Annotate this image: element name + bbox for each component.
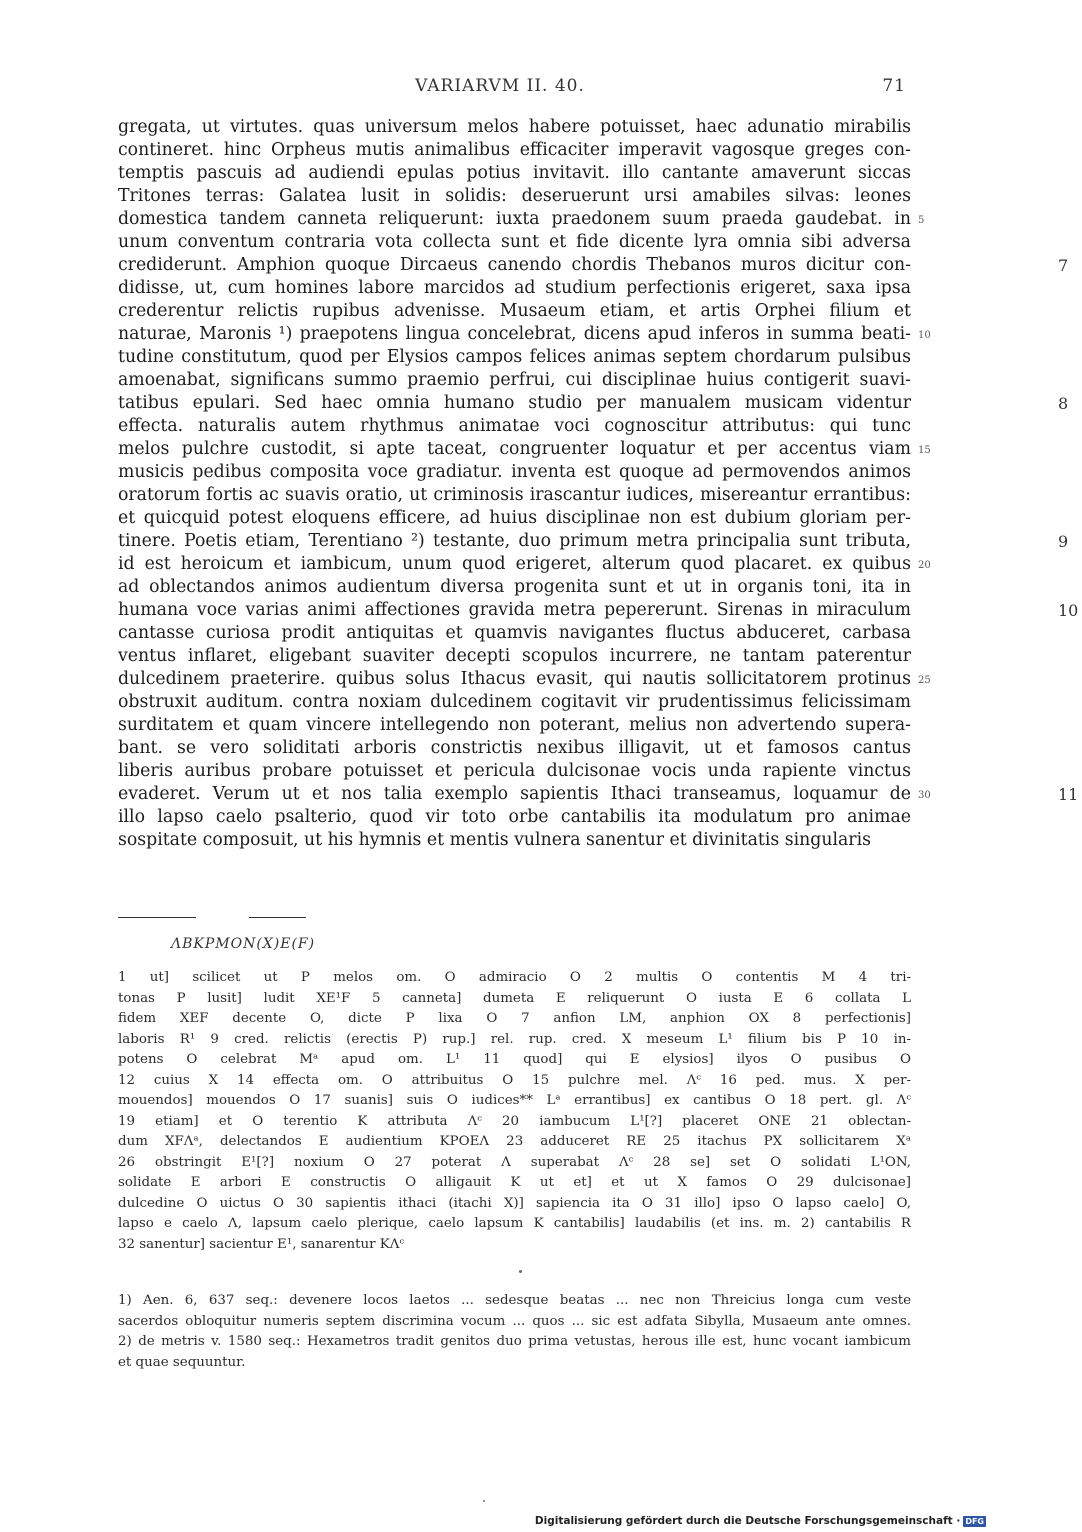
text-line xyxy=(118,576,911,599)
page-number: 71 xyxy=(882,76,906,96)
footnote-line: 2) de metris v. 1580 seq.: Hexametros tradit genitos duo prima vetustas, herous ille est, hunc vocant iambicum xyxy=(118,1334,911,1349)
apparatus-line: 26 obstringit E¹[?] noxium O 27 poterat Λ superabat Λᶜ 28 se] set O solidati L¹ON, xyxy=(118,1154,911,1170)
line-text: didisse, ut, cum homines labore marcidos ad studium perfectionis erigeret, saxa ipsa xyxy=(118,278,911,298)
line-text: dulcedinem praeterire. quibus solus Ithacus evasit, qui nautis sollicitatorem protinus xyxy=(118,669,911,689)
text-line xyxy=(118,392,1069,415)
apparatus-line: mouendos] mouendos O 17 suanis] suis O iudices** Lᵃ errantibus] ex cantibus O 18 pert. gl. Λᶜ xyxy=(118,1093,911,1108)
line-text: id est heroicum et iambicum, unum quod erigeret, alterum quod placaret. ex quibus xyxy=(118,554,911,574)
text-line xyxy=(118,438,931,461)
line-text: effecta. naturalis autem rhythmus animatae voci cognoscitur attributus: qui tunc xyxy=(118,416,911,436)
line-text: illo lapso caelo psalterio, quod vir toto orbe cantabilis ita modulatum pro animae xyxy=(118,807,911,827)
line-text: bant. se vero soliditati arboris constrictis nexibus illigavit, ut et famosos cantus xyxy=(118,738,911,758)
text-line xyxy=(118,806,911,829)
section-number: 11 xyxy=(1058,785,1079,804)
line-text: musicis pedibus composita voce gradiatur. inventa est quoque ad permovendos animos xyxy=(118,462,911,482)
text-line xyxy=(118,139,911,162)
footer-text: Digitalisierung gefördert durch die Deutsche Forschungsgemeinschaft · xyxy=(534,1515,961,1527)
apparatus-line: dum XFΛᵃ, delectandos E audientium KPOEΛ 23 adduceret RE 25 itachus PX sollicitarem Xᵃ xyxy=(118,1134,911,1149)
line-text: Tritones terras: Galatea lusit in solidis: deseruerunt ursi amabiles silvas: leones xyxy=(118,186,911,206)
text-line xyxy=(118,369,911,392)
line-text: temptis pascuis ad audiendi epulas potius invitavit. illo cantante amaverunt siccas xyxy=(118,163,911,183)
scan-speck xyxy=(483,1500,485,1502)
text-line xyxy=(118,484,911,507)
text-line xyxy=(118,668,931,691)
text-line xyxy=(118,599,1079,622)
manuscript-sigla: ΛBKPMON(X)E(F) xyxy=(171,936,316,952)
section-number: 10 xyxy=(1058,601,1079,620)
line-text: liberis auribus probare potuisset et pericula dulcisonae vocis unda rapiente vinctus xyxy=(118,761,911,781)
separator-dot xyxy=(519,1270,522,1273)
line-text: ad oblectandos animos audientum diversa progenita sunt et ut in organis toni, ita in xyxy=(118,577,911,597)
line-text: sospitate composuit, ut his hymnis et mentis vulnera sanentur et divinitatis singularis xyxy=(118,830,871,850)
line-text: naturae, Maronis ¹) praepotens lingua concelebrat, dicens apud inferos in summa beati- xyxy=(118,324,911,344)
text-line xyxy=(118,208,925,231)
text-line xyxy=(118,415,911,438)
text-line xyxy=(118,760,911,783)
line-text: contineret. hinc Orpheus mutis animalibus efficaciter imperavit vagosque greges con- xyxy=(118,140,911,160)
line-text: unum conventum contraria vota collecta sunt et fide dicente lyra omnia sibi adversa xyxy=(118,232,911,252)
separator-rule-right xyxy=(249,917,306,918)
footnote-line: 1) Aen. 6, 637 seq.: devenere locos laetos ... sedesque beatas ... nec non Threicius longa cum veste xyxy=(118,1293,911,1308)
critical-apparatus xyxy=(118,968,911,1255)
line-text: melos pulchre custodit, si apte taceat, congruenter loquatur et per accentus viam xyxy=(118,439,911,459)
apparatus-line: 19 etiam] et O terentio K attributa Λᶜ 20 iambucum L¹[?] placeret ONE 21 oblectan- xyxy=(118,1113,911,1129)
text-line xyxy=(118,300,911,323)
text-line xyxy=(118,254,1069,277)
line-text: obstruxit auditum. contra noxiam dulcedinem cogitavit vir prudentissimus felicissimam xyxy=(118,692,911,712)
text-line xyxy=(118,162,911,185)
line-text: tinere. Poetis etiam, Terentiano ²) testante, duo primum metra principalia sunt tributa, xyxy=(118,531,911,551)
line-text: domestica tandem canneta reliquerunt: iuxta praedonem suum praeda gaudebat. in xyxy=(118,209,911,229)
text-line xyxy=(118,346,911,369)
line-number: 10 xyxy=(918,330,931,341)
apparatus-line: 1 ut] scilicet ut P melos om. O admiracio O 2 multis O contentis M 4 tri- xyxy=(118,970,911,985)
text-line xyxy=(118,530,1069,553)
section-number: 8 xyxy=(1058,394,1069,413)
section-number: 7 xyxy=(1058,256,1069,275)
line-number: 25 xyxy=(918,675,931,686)
line-number: 15 xyxy=(918,445,931,456)
text-line xyxy=(118,783,1079,806)
apparatus-line: lapso e caelo Λ, lapsum caelo plerique, caelo lapsum K cantabilis] laudabilis (et ins. m. 2) cantabilis R xyxy=(118,1216,911,1231)
line-text: tudine constitutum, quod per Elysios campos felices animas septem chordarum pulsibus xyxy=(118,347,911,367)
footer-credit xyxy=(535,1515,986,1527)
footnotes xyxy=(118,1291,911,1373)
text-line xyxy=(118,507,911,530)
footnote-line: et quae sequuntur. xyxy=(118,1354,246,1370)
apparatus-line: dulcedine O uictus O 30 sapientis ithaci (itachi X)] sapiencia ita O 31 illo] ipso O lapso caelo] O, xyxy=(118,1195,911,1211)
text-line xyxy=(118,691,911,714)
text-line xyxy=(118,553,931,576)
text-line xyxy=(118,323,931,346)
footnote-line: sacerdos obloquitur numeris septem discrimina vocum ... quos ... sic est adfata Sibylla, Musaeum ante omnes. xyxy=(118,1313,911,1329)
line-text: crederentur relictis rupibus advenisse. Musaeum etiam, et artis Orphei filium et xyxy=(118,301,911,321)
line-text: gregata, ut virtutes. quas universum melos habere potuisset, haec adunatio mirabilis xyxy=(118,117,911,137)
text-line xyxy=(118,737,911,760)
line-text: et quicquid potest eloquens efficere, ad huius disciplinae non est dubium gloriam per- xyxy=(118,508,911,528)
text-line xyxy=(118,714,911,737)
text-line xyxy=(118,829,911,852)
apparatus-line: solidate E arbori E constructis O alligauit K ut et] et ut X famos O 29 dulcisonae] xyxy=(118,1175,911,1190)
line-number: 20 xyxy=(918,560,931,571)
text-line xyxy=(118,622,911,645)
apparatus-line: fidem XEF decente O, dicte P lixa O 7 anfion LM, anphion OX 8 perfectionis] xyxy=(118,1011,911,1026)
apparatus-line: potens O celebrat Mᵃ apud om. L¹ 11 quod] qui E elysios] ilyos O pusibus O xyxy=(118,1052,911,1067)
line-text: evaderet. Verum ut et nos talia exemplo sapientis Ithaci transeamus, loquamur de xyxy=(118,784,911,804)
apparatus-line: laboris R¹ 9 cred. relictis (erectis P) rup.] rel. rup. cred. X meseum L¹ filium bis P 10 in- xyxy=(118,1031,911,1047)
line-number: 5 xyxy=(918,215,925,226)
line-text: amoenabat, significans summo praemio perfrui, cui disciplinae huius contigerit suavi- xyxy=(118,370,911,390)
separator-rule-left xyxy=(118,917,196,918)
apparatus-line: tonas P lusit] ludit XE¹F 5 canneta] dumeta E reliquerunt O iusta E 6 collata L xyxy=(118,990,911,1006)
text-line xyxy=(118,645,911,668)
line-text: surditatem et quam vincere intellegendo non poterant, melius non advertendo supera- xyxy=(118,715,911,735)
text-line xyxy=(118,116,911,139)
text-line xyxy=(118,461,911,484)
apparatus-line: 32 sanentur] sacientur E¹, sanarentur KΛᶜ xyxy=(118,1236,405,1252)
line-text: oratorum fortis ac suavis oratio, ut criminosis irascantur iudices, misereantur errantibus: xyxy=(118,485,911,505)
line-text: crediderunt. Amphion quoque Dircaeus canendo chordis Thebanos muros dicitur con- xyxy=(118,255,911,275)
running-title: VARIARVM II. 40. xyxy=(415,76,585,96)
line-number: 30 xyxy=(918,790,931,801)
line-text: ventus inflaret, eligebant suaviter decepti scopulos incurrere, ne tantam paterentur xyxy=(118,646,911,666)
text-line xyxy=(118,185,911,208)
line-text: tatibus epulari. Sed haec omnia humano studio per manualem musicam videntur xyxy=(118,393,911,413)
main-text xyxy=(118,116,1079,852)
text-line xyxy=(118,277,911,300)
line-text: cantasse curiosa prodit antiquitas et quamvis navigantes fluctus abduceret, carbasa xyxy=(118,623,911,643)
line-text: humana voce varias animi affectiones gravida metra pepererunt. Sirenas in miraculum xyxy=(118,600,911,620)
section-number: 9 xyxy=(1058,532,1069,551)
text-line xyxy=(118,231,911,254)
dfg-logo-badge: DFG xyxy=(965,1516,984,1526)
apparatus-line: 12 cuius X 14 effecta om. O attribuitus O 15 pulchre mel. Λᶜ 16 ped. mus. X per- xyxy=(118,1072,911,1088)
